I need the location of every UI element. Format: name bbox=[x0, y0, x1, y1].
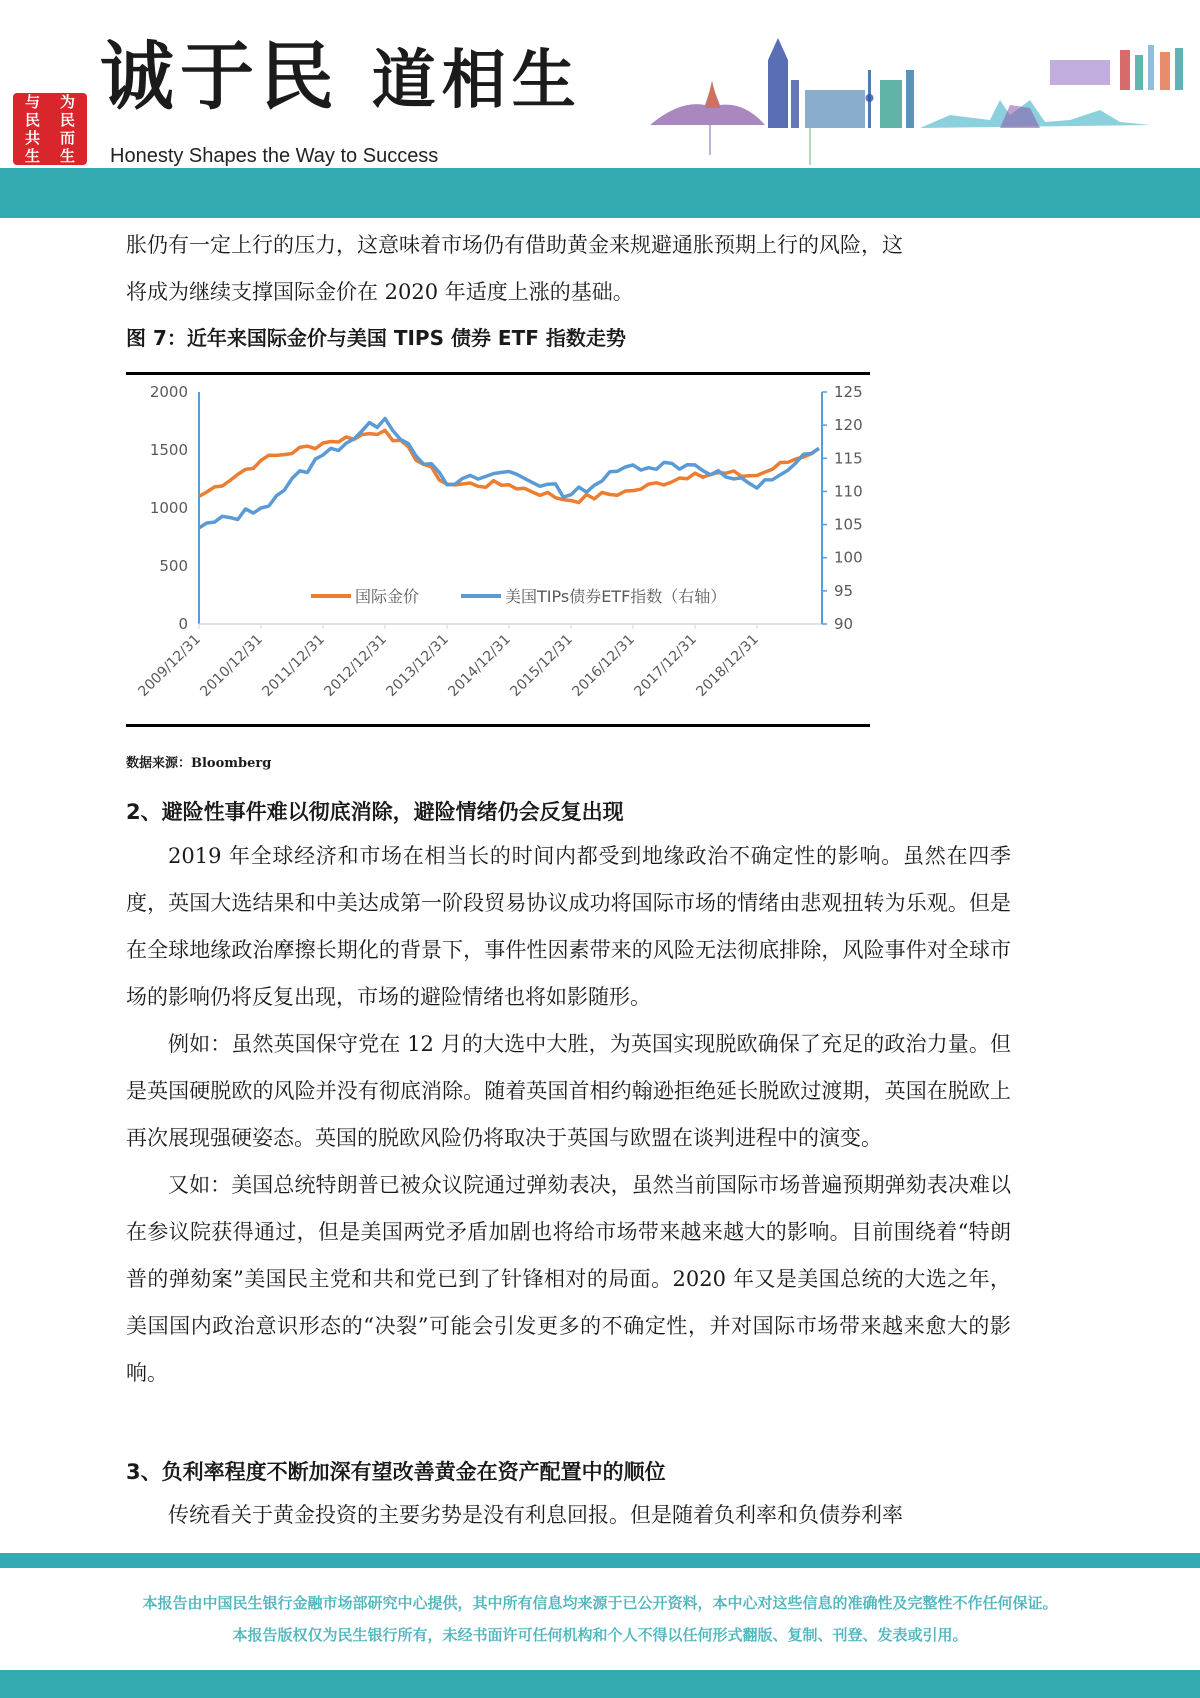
section-2-heading: 2、避险性事件难以彻底消除，避险情绪仍会反复出现 bbox=[126, 800, 624, 824]
footer-teal-band-top bbox=[0, 1553, 1200, 1568]
figure-title: 图 7：近年来国际金价与美国 TIPS 债券 ETF 指数走势 bbox=[126, 326, 626, 350]
svg-text:2009/12/31: 2009/12/31 bbox=[135, 631, 204, 700]
chart-bottom-rule bbox=[126, 724, 870, 727]
svg-text:120: 120 bbox=[834, 416, 863, 435]
seal-char: 为 bbox=[59, 93, 75, 111]
footer-teal-band-bottom bbox=[0, 1670, 1200, 1698]
svg-text:2010/12/31: 2010/12/31 bbox=[197, 631, 266, 700]
svg-text:500: 500 bbox=[159, 557, 188, 575]
svg-text:0: 0 bbox=[178, 615, 188, 633]
gold-tips-chart bbox=[126, 372, 870, 727]
svg-text:90: 90 bbox=[834, 615, 854, 633]
svg-text:2012/12/31: 2012/12/31 bbox=[321, 631, 390, 700]
english-slogan: Honesty Shapes the Way to Success bbox=[110, 145, 439, 167]
seal-char: 生 bbox=[59, 147, 75, 165]
section-2-body bbox=[126, 833, 1011, 1397]
svg-text:105: 105 bbox=[834, 515, 863, 534]
calligraphy-slogan bbox=[100, 18, 582, 124]
chart-top-rule bbox=[126, 372, 870, 375]
section-2-paragraph-2: 例如：虽然英国保守党在 12 月的大选中大胜，为英国实现脱欧确保了充足的政治力量。但是英国硬脱欧的风险并没有彻底消除。随着英国首相约翰逊拒绝延长脱欧过渡期，英国在脱欧上再次展现强硬姿态。英国的脱欧风险仍将取决于英国与欧盟在谈判进程中的演变。 bbox=[126, 1032, 1011, 1150]
svg-text:125: 125 bbox=[834, 383, 863, 401]
svg-text:100: 100 bbox=[834, 548, 863, 567]
svg-text:2013/12/31: 2013/12/31 bbox=[383, 631, 452, 700]
x-axis-ticks bbox=[135, 624, 761, 700]
line-chart bbox=[126, 372, 870, 724]
footer-disclaimer-line-1: 本报告由中国民生银行金融市场部研究中心提供，其中所有信息均来源于已公开资料，本中心对这些信息的准确性及完整性不作任何保证。 bbox=[142, 1594, 1058, 1612]
header-teal-band bbox=[0, 168, 1200, 218]
intro-line-2: 将成为继续支撑国际金价在 2020 年适度上涨的基础。 bbox=[126, 280, 634, 304]
seal-char: 生 bbox=[24, 147, 40, 165]
right-axis-ticks bbox=[822, 383, 863, 633]
svg-text:2014/12/31: 2014/12/31 bbox=[445, 631, 514, 700]
svg-text:115: 115 bbox=[834, 449, 863, 468]
section-3-paragraph-1: 传统看关于黄金投资的主要劣势是没有利息回报。但是随着负利率和负债券利率 bbox=[168, 1503, 903, 1527]
legend-tips-label: 美国TIPs债券ETF指数（右轴） bbox=[505, 587, 727, 606]
svg-text:2015/12/31: 2015/12/31 bbox=[507, 631, 576, 700]
svg-text:2016/12/31: 2016/12/31 bbox=[569, 631, 638, 700]
svg-text:2000: 2000 bbox=[149, 383, 188, 401]
bank-seal-logo bbox=[13, 93, 87, 165]
seal-char: 民 bbox=[59, 111, 75, 129]
seal-char: 民 bbox=[24, 111, 40, 129]
svg-text:110: 110 bbox=[834, 482, 863, 501]
svg-text:2011/12/31: 2011/12/31 bbox=[259, 631, 328, 700]
svg-text:1500: 1500 bbox=[149, 441, 188, 459]
data-source-note: 数据来源：Bloomberg bbox=[126, 756, 272, 771]
section-2-paragraph-1: 2019 年全球经济和市场在相当长的时间内都受到地缘政治不确定性的影响。虽然在四季度，英国大选结果和中美达成第一阶段贸易协议成功将国际市场的情绪由悲观扭转为乐观。但是在全球地缘政治摩擦长期化的背景下，事件性因素带来的风险无法彻底排除，风险事件对全球市场的影响仍将反复出现，市场的避险情绪也将如影随形。 bbox=[126, 844, 1011, 1009]
intro-line-1: 胀仍有一定上行的压力，这意味着市场仍有借助黄金来规避通胀预期上行的风险，这 bbox=[126, 233, 903, 257]
calligraphy-part1: 诚于民 bbox=[100, 34, 340, 120]
svg-text:95: 95 bbox=[834, 581, 854, 600]
svg-text:1000: 1000 bbox=[149, 499, 188, 517]
seal-char: 而 bbox=[59, 129, 75, 147]
svg-text:2017/12/31: 2017/12/31 bbox=[631, 631, 700, 700]
chart-legend bbox=[311, 587, 726, 606]
section-2-paragraph-3: 又如：美国总统特朗普已被众议院通过弹劾表决，虽然当前国际市场普遍预期弹劾表决难以在参议院获得通过，但是美国两党矛盾加剧也将给市场带来越来越大的影响。目前围绕着“特朗普的弹劾案”美国民主党和共和党已到了针锋相对的局面。2020 年又是美国总统的大选之年，美国国内政治意识形态的“决裂”可能会引发更多的不确定性，并对国际市场带来越来愈大的影响。 bbox=[126, 1173, 1011, 1385]
gold-price-line bbox=[199, 430, 819, 502]
left-axis-ticks bbox=[150, 383, 188, 633]
footer-disclaimer-line-2: 本报告版权仅为民生银行所有，未经书面许可任何机构和个人不得以任何形式翻版、复制、刊登、发表或引用。 bbox=[232, 1626, 968, 1644]
page-header bbox=[0, 0, 1200, 168]
legend-gold-label: 国际金价 bbox=[355, 587, 420, 606]
svg-text:2018/12/31: 2018/12/31 bbox=[693, 631, 762, 700]
intro-paragraph bbox=[126, 222, 1011, 316]
section-3-body bbox=[126, 1492, 1011, 1539]
seal-char: 与 bbox=[24, 93, 40, 111]
calligraphy-part2: 道相生 bbox=[371, 43, 582, 118]
section-3-heading: 3、负利率程度不断加深有望改善黄金在资产配置中的顺位 bbox=[126, 1460, 666, 1484]
seal-char: 共 bbox=[24, 129, 40, 147]
city-skyline-illustration bbox=[650, 30, 1195, 170]
